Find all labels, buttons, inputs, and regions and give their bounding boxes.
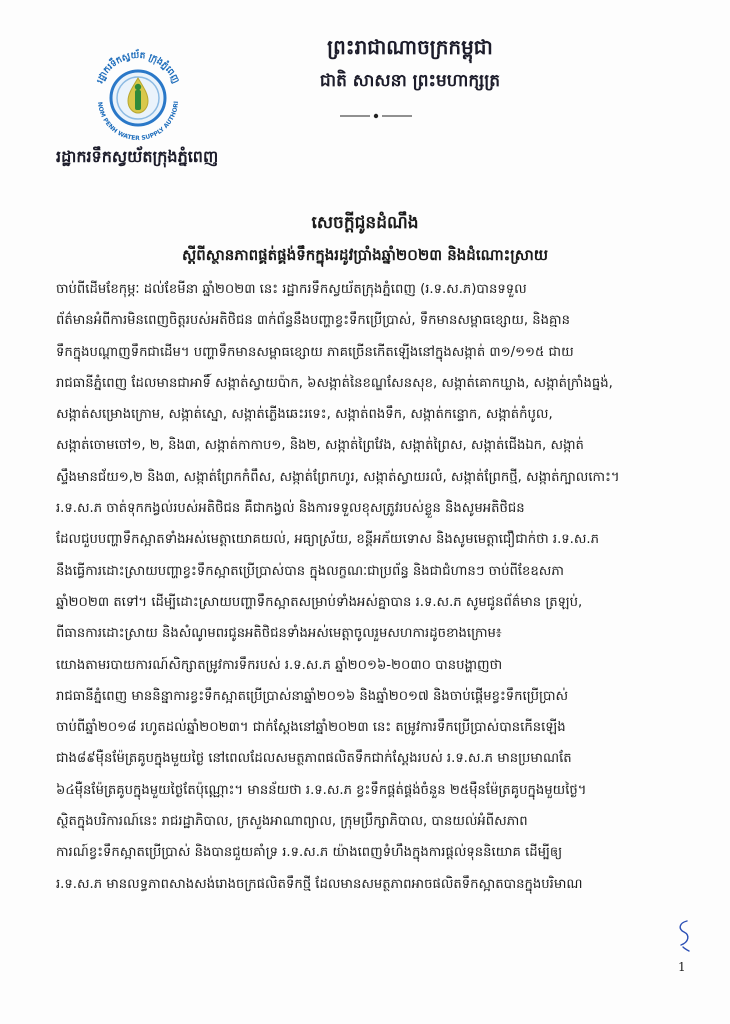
- body-line: ជាង៨៩ម៉ឺនម៉ែត្រគូបក្នុងមួយថ្ងៃ នៅពេលដែលសមត្ថភាពផលិតទឹកជាក់ស្តែងរបស់ រ.ទ.ស.ភ មានប្រមាណតែ: [56, 751, 572, 767]
- body-line: រ.ទ.ស.ភ មានលទ្ធភាពសាងសង់រោងចក្រផលិតទឹកថ្មី ដែលមានសមត្ថភាពអាចផលិតទឹកស្អាតបានក្នុងបរិមាណ: [56, 876, 583, 892]
- kingdom-heading: ព្រះរាជាណាចក្រកម្ពុជា: [327, 35, 493, 59]
- authority-logo: [86, 44, 190, 148]
- body-line: រ.ទ.ស.ភ ចាត់ទុកកង្វល់របស់អតិថិជន គឺជាកង្វល់ និងការទទួលខុសត្រូវរបស់ខ្លួន និងសូមអតិថិជន: [56, 501, 525, 517]
- body-line: សង្កាត់ចោមចៅ១, ២, និង៣, សង្កាត់កាកាប១, និង២, សង្កាត់ព្រៃវែង, សង្កាត់ព្រៃស, សង្កាត់ជើងឯក, សង្កាត់: [56, 438, 584, 454]
- body-line: រាជធានីភ្នំពេញ ដែលមានជាអាទិ៍ សង្កាត់ស្វាយប៉ាក, ៦សង្កាត់នៃខណ្ឌសែនសុខ, សង្កាត់គោកឃ្លាង, សង្កាត់ក្រាំងធ្នង់,: [56, 375, 613, 391]
- initial-signature-icon: [674, 918, 694, 954]
- body-line: រាជធានីភ្នំពេញ មាននិន្នាការខ្វះទឹកស្អាតប្រើប្រាស់នាឆ្នាំ២០១៦ និងឆ្នាំ២០១៧ និងចាប់ផ្តើមខ្វះទឹកប្រើប្រាស់: [56, 688, 569, 704]
- body-line: ឆ្នាំ២០២៣ តទៅ។ ដើម្បីដោះស្រាយបញ្ហាទឹកស្អាតសម្រាប់ទាំងអស់គ្នាបាន រ.ទ.ស.ភ សូមជូនព័ត៌មាន ត្រឡប់,: [56, 594, 583, 610]
- body-line: យោងតាមរបាយការណ៍សិក្សាតម្រូវការទឹករបស់ រ.ទ.ស.ភ ឆ្នាំ២០១៦-២០៣០ បានបង្ហាញថា: [56, 657, 503, 673]
- body-line: ដែលជួបបញ្ហាទឹកស្អាតទាំងអស់មេត្តាយោគយល់, អធ្យាស្រ័យ, ខន្តីអភ័យទោស និងសូមមេត្តាជឿជាក់ថា រ.ទ.ស.ភ: [56, 532, 599, 548]
- divider-ornament-icon: [340, 112, 412, 120]
- body-line: ស្ទឹងមានជ័យ១,២ និង៣, សង្កាត់ព្រែកកំពឹស, សង្កាត់ព្រែកហូរ, សង្កាត់ស្វាយរលំ, សង្កាត់ព្រែកថ្មី, សង្កាត់ក្បាលកោះ។: [56, 469, 620, 485]
- body-line: ចាប់ពីឆ្នាំ២០១៨ រហូតដល់ឆ្នាំ២០២៣។ ជាក់ស្តែងនៅឆ្នាំ២០២៣ នេះ តម្រូវការទឹកប្រើប្រាស់បានកើនឡើង: [56, 720, 566, 736]
- document-body: [56, 274, 684, 900]
- body-line: សង្កាត់សម្រោងក្រោម, សង្កាត់ស្នោ, សង្កាត់ភ្លើងឆេះរទេះ, សង្កាត់ពងទឹក, សង្កាត់កន្ទោក, សង្កាត់កំបូល,: [56, 407, 553, 423]
- body-line: នឹងធ្វើការដោះស្រាយបញ្ហាខ្វះទឹកស្អាតប្រើប្រាស់បាន ក្នុងលក្ខណៈជាប្រព័ន្ធ និងជាជំហានៗ ចាប់ពីខែឧសភា: [56, 563, 564, 579]
- body-line: ទឹកក្នុងបណ្តាញទឹកជាដើម។ បញ្ហាទឹកមានសម្ពាធខ្សោយ ភាគច្រើនកើតឡើងនៅក្នុងសង្កាត់ ៣១/១១៥ ជាយ: [56, 344, 574, 360]
- document-title: សេចក្តីជូនដំណឹង: [311, 213, 419, 233]
- logo-emblem-icon: [86, 44, 190, 148]
- national-motto: ជាតិ សាសនា ព្រះមហាក្សត្រ: [319, 71, 501, 91]
- body-line: ការណ៍ខ្វះទឹកស្អាតប្រើប្រាស់ និងបានជួយគាំទ្រ រ.ទ.ស.ភ យ៉ាងពេញទំហឹងក្នុងការផ្តល់ទុននិយោគ ដើម្បីឲ្យ: [56, 845, 563, 861]
- page-number: 1: [678, 960, 686, 974]
- body-line: ស្ថិតក្នុងបរិការណ៍នេះ រាជរដ្ឋាភិបាល, ក្រសួងអាណាព្យាល, ក្រុមប្រឹក្សាភិបាល, បានយល់អំពីសភាព: [56, 814, 528, 830]
- body-line: ចាប់ពីដើមខែកុម្ភៈ ដល់ខែមីនា ឆ្នាំ២០២៣ នេះ រដ្ឋាករទឹកស្វយ័តក្រុងភ្នំពេញ (រ.ទ.ស.ភ)បានទទួល: [56, 282, 527, 297]
- logo-khmer-text: រដ្ឋាករទឹកស្វយ័ត ក្រុងភ្នំពេញ: [95, 50, 181, 86]
- body-line: ពីធានការដោះស្រាយ និងសំណូមពរជូនអតិថិជនទាំងអស់មេត្តាចូលរួមសហការដូចខាងក្រោម៖: [56, 626, 502, 642]
- document-subtitle: ស្តីពីស្ថានភាពផ្គត់ផ្គង់ទឹកក្នុងរដូវប្រាំងឆ្នាំ២០២៣ និងដំណោះស្រាយ: [181, 246, 549, 264]
- body-line: ៦៤ម៉ឺនម៉ែត្រគូបក្នុងមួយថ្ងៃតែប៉ុណ្ណោះ។ មានន័យថា រ.ទ.ស.ភ ខ្វះទឹកផ្គត់ផ្គង់ចំនួន ២៥ម៉ឺនម៉ែត្រគូបក្នុងមួយថ្ងៃ។: [56, 782, 587, 798]
- logo-english-text: NOM PENH WATER SUPPLY AUTHORI: [95, 100, 180, 143]
- body-line: ព័ត៌មានអំពីការមិនពេញចិត្តរបស់អតិថិជន ៣ក់ព័ន្ធនឹងបញ្ហាខ្វះទឹកប្រើប្រាស់, ទឹកមានសម្ពាធខ្សោយ, និងគ្មាន: [56, 313, 570, 329]
- organization-name: រដ្ឋាករទឹកស្វយ័តក្រុងភ្នំពេញ: [56, 147, 219, 166]
